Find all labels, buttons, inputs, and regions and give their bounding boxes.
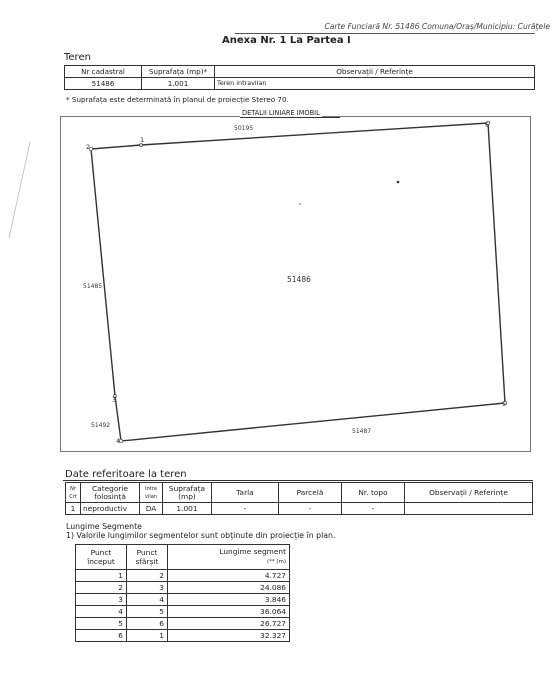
table-row (76, 618, 290, 630)
cell-categorie: neproductiv (81, 503, 140, 515)
cell-length: 32.327 (168, 630, 290, 642)
cell-length: 4.727 (168, 570, 290, 582)
vertex-marker (140, 144, 143, 147)
annex-title: Anexa Nr. 1 La Partea I (222, 35, 351, 46)
teren-section-title: Teren (64, 52, 91, 63)
cell-nr-topo: - (342, 503, 405, 515)
col-intravilan: Intra vilan (140, 483, 163, 503)
cell-end: 2 (127, 570, 168, 582)
cell-length: 24.086 (168, 582, 290, 594)
col-observatii: Observații / Referințe (405, 483, 533, 503)
cell-end: 6 (127, 618, 168, 630)
point-label: 1 (140, 136, 145, 144)
cell-observatii (405, 503, 533, 515)
cell-nr-crt: 1 (66, 503, 81, 515)
segments-note: 1) Valorile lungimilor segmentelor sunt obținute din proiecție în plan. (66, 531, 336, 540)
cell-observatii: Teren intravilan (215, 78, 535, 90)
point-label: 2 (86, 143, 91, 151)
cell-length: 36.064 (168, 606, 290, 618)
neighbor-label: 51485 (83, 283, 103, 290)
cell-tarla: - (212, 503, 279, 515)
col-nr-crt: Nr Crt (66, 483, 81, 503)
cell-end: 4 (127, 594, 168, 606)
projection-note: * Suprafața este determinată în planul de proiecție Stereo 70. (66, 95, 289, 104)
cell-start: 3 (76, 594, 127, 606)
col-punct-sfarsit: Punct sfârșit (127, 545, 168, 570)
table-row (76, 594, 290, 606)
land-data-header (66, 483, 533, 503)
header-rule (235, 33, 535, 34)
point-label: 3 (112, 396, 117, 404)
scan-artifact (6, 140, 36, 240)
segments-header (76, 545, 290, 570)
table-row (76, 606, 290, 618)
cell-length: 3.846 (168, 594, 290, 606)
land-data-section-title: Date referitoare la teren (65, 469, 187, 480)
table-row (66, 503, 533, 515)
table-row (76, 570, 290, 582)
scan-dot (397, 181, 400, 184)
col-lungime-unit: (** (m) (266, 559, 286, 565)
neighbor-label: 51492 (91, 422, 111, 429)
cell-end: 3 (127, 582, 168, 594)
col-categorie: Categorie folosință (81, 483, 140, 503)
cell-intravilan: DA (140, 503, 163, 515)
col-lungime-segment (168, 545, 290, 570)
cell-start: 5 (76, 618, 127, 630)
neighbor-label: 50195 (234, 125, 254, 132)
neighbor-label: 51487 (352, 428, 372, 435)
teren-table-header (65, 66, 535, 78)
scan-artifact-line (9, 142, 30, 238)
point-label: 5 (502, 400, 507, 408)
table-row (76, 630, 290, 642)
cell-length: 26.727 (168, 618, 290, 630)
cell-nr-cadastral: 51486 (65, 78, 142, 90)
col-nr-topo: Nr. topo (342, 483, 405, 503)
col-suprafata: Suprafața (mp) (163, 483, 212, 503)
land-data-table (65, 482, 533, 515)
cell-start: 6 (76, 630, 127, 642)
segments-table (75, 544, 290, 642)
cell-end: 5 (127, 606, 168, 618)
cell-end: 1 (127, 630, 168, 642)
col-suprafata: Suprafața (mp)* (142, 66, 215, 78)
col-observatii: Observații / Referințe (215, 66, 535, 78)
table-row (76, 582, 290, 594)
parcel-label: 51486 (287, 275, 311, 284)
teren-table (64, 65, 535, 90)
cell-start: 4 (76, 606, 127, 618)
col-nr-cadastral: Nr cadastral (65, 66, 142, 78)
point-label: 4 (116, 437, 121, 445)
cell-start: 1 (76, 570, 127, 582)
col-lungime-label: Lungime segment (219, 547, 286, 556)
cell-suprafata: 1.001 (142, 78, 215, 90)
plan-title: DETALII LINIARE IMOBIL (242, 109, 320, 117)
registry-header: Carte Funciară Nr. 51486 Comuna/Oraș/Municipiu: Curățele (324, 22, 550, 31)
point-label: 6 (485, 121, 490, 129)
col-punct-inceput: Punct început (76, 545, 127, 570)
parcel-plan (60, 116, 531, 452)
segments-title: Lungime Segmente (66, 522, 142, 531)
col-parcela: Parcelă (279, 483, 342, 503)
land-data-rule (63, 480, 533, 481)
cell-suprafata: 1.001 (163, 503, 212, 515)
table-row (65, 78, 535, 90)
cell-parcela: - (279, 503, 342, 515)
scan-dot (299, 203, 301, 205)
col-tarla: Tarla (212, 483, 279, 503)
cell-start: 2 (76, 582, 127, 594)
